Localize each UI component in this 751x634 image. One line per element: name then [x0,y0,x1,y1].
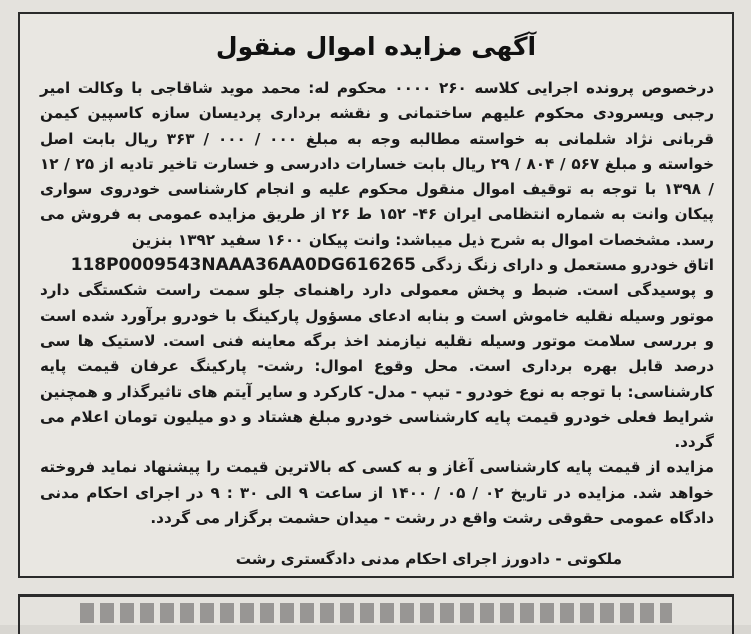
notice-title: آگهی مزایده اموال منقول [215,32,537,61]
notice-body [40,76,714,531]
notice-vin-line [40,253,714,278]
auction-notice [18,12,734,578]
notice-paragraph-details: و پوسیدگی است. ضبط و پخش معمولی دارد راهنمای جلو سمت راست شکستگی دارد موتور وسیله نقلیه خاموش است و بنابه ادعای مسؤول پارکینگ با خودرو برآورد شده است و بررسی سلامت موتور وسیله نقلیه نیازمند اخذ برگه معاینه فنی است. لاستیک ها سی درصد قابل بهره برداری است. محل وقوع اموال: رشت- پارکینگ عرفان قیمت پایه کارشناسی: با توجه به نوع خودرو - تیپ - مدل- کارکرد و سایر آیتم های تاثیرگذار و همچنین شرایط فعلی خودرو قیمت پایه کارشناسی خودرو مبلغ هشتاد و دو میلیون تومان اعلام می گردد. [40,281,714,452]
notice-paragraph-case: درخصوص پرونده اجرایی کلاسه ۲۶۰ ۰۰۰۰ محکوم له: محمد موید شاقاجی با وکالت امیر رجبی ویسرودی محکوم علیهم ساختمانی و نقشه برداری پردیسان سازه کاسپین کیمن قربانی نژاد شلمانی به خواسته مطالبه وجه به مبلغ ۰۰۰ / ۰۰۰ / ۳۶۳ ریال بابت اصل خواسته و مبلغ ۵۶۷ / ۸۰۴ / ۲۹ ریال بابت خسارات دادرسی و خسارت تاخیر تادیه از ۲۵ / ۱۲ / ۱۳۹۸ با توجه به توقیف اموال منقول محکوم علیه و انجام کارشناسی خودروی سواری پیکان وانت به شماره انتظامی ایران ۴۶- ۱۵۲ ط ۲۶ از طریق مزایده عمومی به فروش می رسد. مشخصات اموال به شرح ذیل میباشد: وانت پیکان ۱۶۰۰ سفید ۱۳۹۲ بنزین [40,79,715,249]
next-notice-fragment [18,594,734,634]
vin-code: 118P0009543NAAA36AA0DG616265 [70,255,416,276]
notice-paragraph-auction: مزایده از قیمت پایه کارشناسی آغاز و به کسی که بالاترین قیمت را پیشنهاد نماید فروخته خواهد شد. مزایده در تاریخ ۰۲ / ۰۵ / ۱۴۰۰ از ساعت ۹ الی ۳۰ : ۹ در اجرای احکام مدنی دادگاه عمومی حقوقی رشت واقع در رشت - میدان حشمت برگزار می گردد. [40,458,714,528]
cut-off-text [80,603,672,623]
vin-row [71,256,714,274]
notice-signature: ملکوتی - دادورز اجرای احکام مدنی دادگستری رشت [235,550,622,568]
vin-suffix-text: اتاق خودرو مستعمل و دارای زنگ زدگی [421,256,714,275]
